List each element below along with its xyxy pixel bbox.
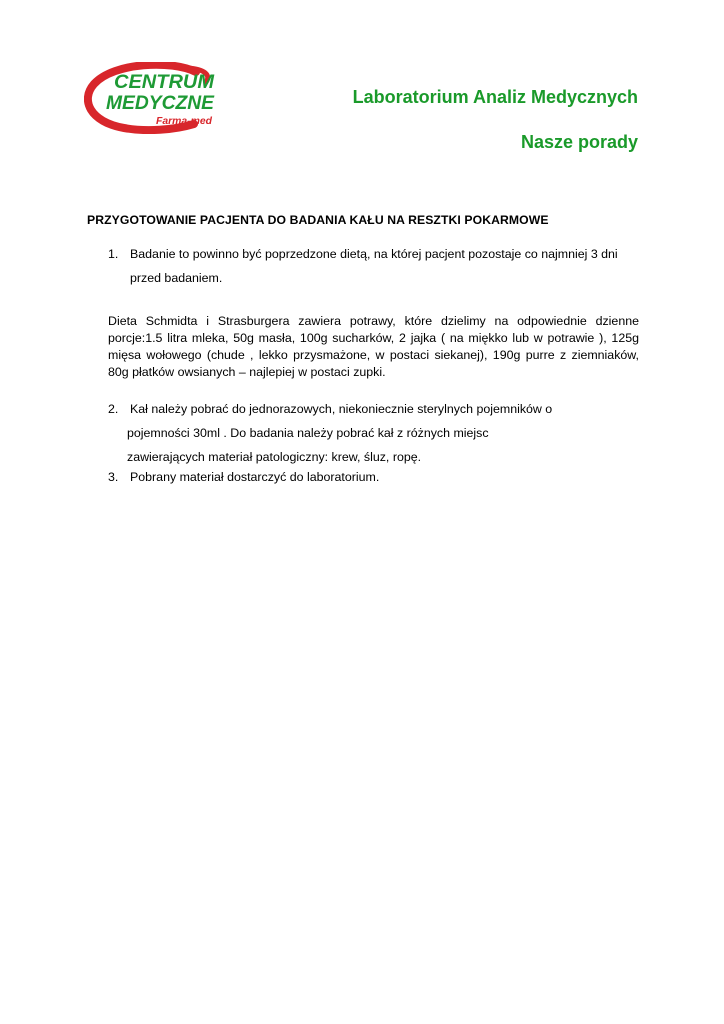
document-heading: PRZYGOTOWANIE PACJENTA DO BADANIA KAŁU NA RESZTKI POKARMOWE: [87, 213, 549, 227]
lab-title: Laboratorium Analiz Medycznych: [352, 87, 638, 107]
centrum-medyczne-logo: [84, 62, 228, 134]
logo-line1: CENTRUM: [114, 72, 216, 93]
list-item-text-line: Kał należy pobrać do jednorazowych, niekoniecznie sterylnych pojemników o: [130, 402, 553, 416]
list-item-2: [108, 397, 628, 469]
list-item-number: 2.: [108, 402, 119, 416]
advice-subtitle: Nasze porady: [520, 132, 638, 152]
list-item-text: Pobrany materiał dostarczyć do laboratorium.: [130, 470, 380, 484]
list-item-text: Badanie to powinno być poprzedzone dietą, na której pacjent pozostaje co najmniej 3 dni przed badaniem.: [130, 247, 618, 285]
logo-graphic: [84, 62, 228, 134]
list-item-number: 1.: [108, 247, 119, 261]
list-item-text-line: zawierających materiał patologiczny: krew, śluz, ropę.: [127, 450, 422, 464]
list-item-text-line: pojemności 30ml . Do badania należy pobrać kał z różnych miejsc: [127, 426, 489, 440]
diet-paragraph: Dieta Schmidta i Strasburgera zawiera potrawy, które dzielimy na odpowiednie dzienne porcje:1.5 litra mleka, 50g masła, 100g sucharków, 2 jajka ( na miękko lub w potrawie ), 125g mięsa wołowego (chude , lekko przysmażone, w postaci siekanej), 190g purre z ziemniaków, 80g płatków owsianych – najlepiej w postaci zupki.: [108, 314, 639, 379]
logo-line2: MEDYCZNE: [106, 93, 216, 114]
logo-line3: Farma-med: [156, 116, 213, 127]
list-item-1: [108, 242, 642, 290]
list-item-number: 3.: [108, 470, 119, 484]
list-item-3: [108, 465, 628, 489]
